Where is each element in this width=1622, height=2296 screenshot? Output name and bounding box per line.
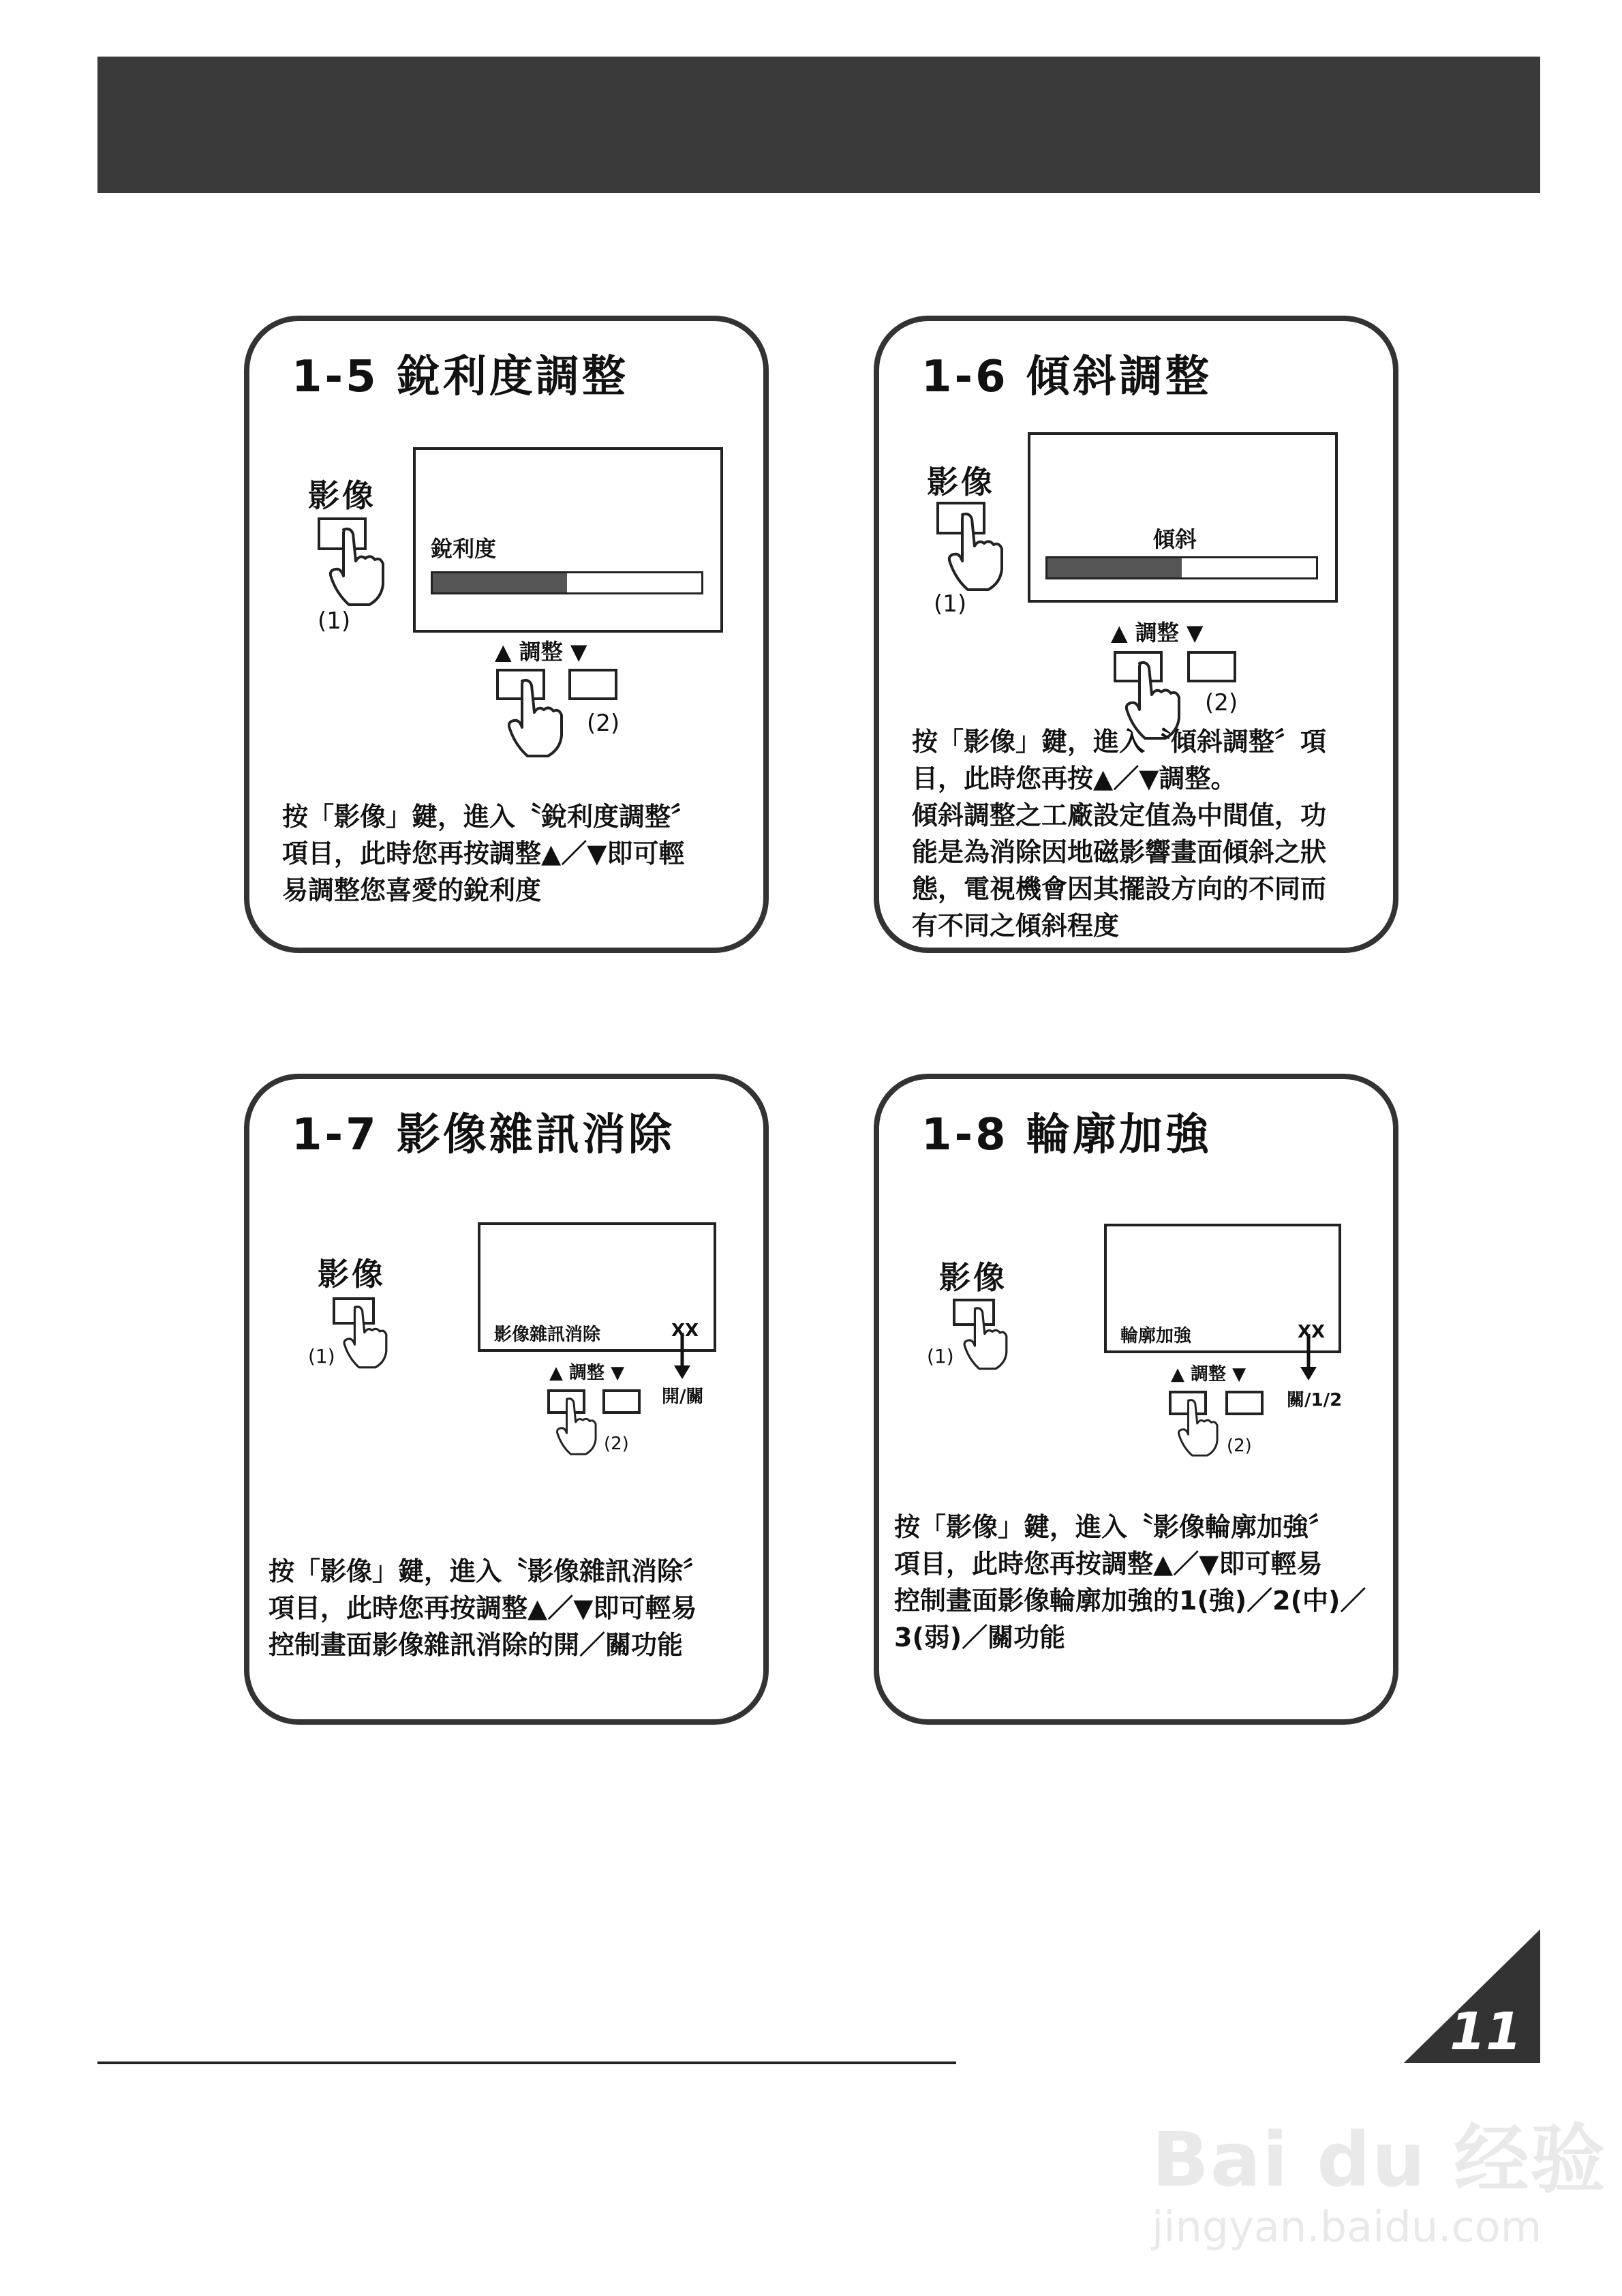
screen-label: 傾斜 [1153, 526, 1197, 552]
adjust-down-key[interactable] [602, 1389, 641, 1414]
level-bar-fill [1047, 558, 1182, 577]
description-line: 項目，此時您再按調整▲／▼即可輕 [282, 839, 685, 868]
description [269, 1553, 759, 1663]
screen-label: 輪廓加強 [1120, 1326, 1192, 1346]
step-2-label: (2) [604, 1434, 629, 1454]
description-line: 控制畫面影像雜訊消除的開／關功能 [269, 1630, 684, 1660]
watermark-url: jingyan.baidu.com [1152, 2202, 1542, 2252]
adjust-label: ▲ 調整 ▼ [495, 639, 587, 665]
panel-1-8 [874, 1074, 1398, 1725]
screen-label: 銳利度 [431, 536, 497, 562]
page-number: 11 [1450, 2001, 1522, 2061]
level-bar [431, 571, 703, 594]
header-bar [97, 57, 1540, 193]
section-title: 1-5 銳利度調整 [292, 352, 628, 402]
pointing-hand-icon [339, 1304, 388, 1370]
description [894, 1509, 1392, 1656]
description-line: 項目，此時您再按調整▲／▼即可輕易 [269, 1593, 697, 1623]
arrow-down-icon [1295, 1334, 1322, 1382]
description-line: 控制畫面影像輪廓加強的1(強)／2(中)／ [894, 1586, 1366, 1616]
screen-label: 影像雜訊消除 [494, 1325, 601, 1345]
description-line: 有不同之傾斜程度 [912, 911, 1120, 941]
pointing-hand-icon [1174, 1398, 1219, 1457]
pointing-hand-icon [943, 511, 1005, 592]
pointing-hand-icon [553, 1396, 598, 1456]
pointing-hand-icon [503, 677, 564, 759]
description-line: 按「影像」鍵，進入〝影像雜訊消除〞 [269, 1556, 709, 1586]
description-line: 傾斜調整之工廠設定值為中間值，功 [912, 800, 1327, 830]
screen-value: XX [671, 1320, 699, 1341]
adjust-label: ▲ 調整 ▼ [1171, 1364, 1246, 1385]
bottom-rule [97, 2061, 956, 2064]
level-bar-fill [433, 573, 567, 592]
arrow-down-icon [669, 1333, 696, 1380]
screen-value: XX [1298, 1322, 1326, 1342]
pointing-hand-icon [324, 526, 386, 607]
panel-1-5 [244, 316, 769, 953]
description-line: 目，此時您再按▲／▼調整。 [912, 764, 1237, 794]
toggle-options-label: 開/關 [662, 1387, 704, 1407]
image-button-label: 影像 [927, 464, 995, 500]
image-button-label: 影像 [308, 477, 376, 514]
description-line: 易調整您喜愛的銳利度 [282, 875, 542, 905]
section-title: 1-7 影像雜訊消除 [292, 1110, 675, 1160]
description-line: 項目，此時您再按調整▲／▼即可輕易 [894, 1549, 1323, 1579]
description-line: 按「影像」鍵，進入〝銳利度調整〞 [282, 802, 697, 832]
tv-screen [413, 447, 723, 633]
level-options-label: 關/1/2 [1287, 1390, 1343, 1410]
step-2-label: (2) [1227, 1436, 1252, 1456]
step-2-label: (2) [1205, 689, 1238, 716]
adjust-label: ▲ 調整 ▼ [1111, 620, 1204, 646]
image-button-label: 影像 [318, 1256, 386, 1293]
description [912, 723, 1389, 944]
step-1-label: (1) [934, 590, 967, 618]
description-line: 態，電視機會因其擺設方向的不同而 [912, 874, 1327, 904]
section-title: 1-6 傾斜調整 [921, 352, 1212, 402]
adjust-down-key[interactable] [1187, 651, 1236, 682]
step-1-label: (1) [318, 607, 351, 635]
description-line: 按「影像」鍵，進入〝傾斜調整〞項 [912, 727, 1327, 757]
step-2-label: (2) [587, 710, 620, 737]
step-1-label: (1) [308, 1345, 335, 1368]
adjust-label: ▲ 調整 ▼ [549, 1363, 625, 1383]
step-1-label: (1) [927, 1345, 954, 1368]
panel-1-6 [874, 316, 1398, 953]
description-line: 按「影像」鍵，進入〝影像輪廓加強〞 [894, 1512, 1335, 1542]
level-bar [1045, 556, 1318, 579]
description-line: 能是為消除因地磁影響畫面傾斜之狀 [912, 837, 1327, 867]
adjust-down-key[interactable] [1225, 1391, 1264, 1415]
tv-screen [1028, 432, 1338, 603]
description [282, 798, 752, 909]
description-line: 3(弱)／關功能 [894, 1622, 1066, 1652]
watermark-brand: Bai du 经验 [1152, 2116, 1607, 2203]
adjust-down-key[interactable] [568, 669, 617, 700]
section-title: 1-8 輪廓加強 [921, 1110, 1212, 1160]
baidu-watermark [1124, 2072, 1622, 2277]
pointing-hand-icon [960, 1305, 1009, 1371]
panel-1-7 [244, 1074, 769, 1725]
image-button-label: 影像 [939, 1259, 1007, 1296]
